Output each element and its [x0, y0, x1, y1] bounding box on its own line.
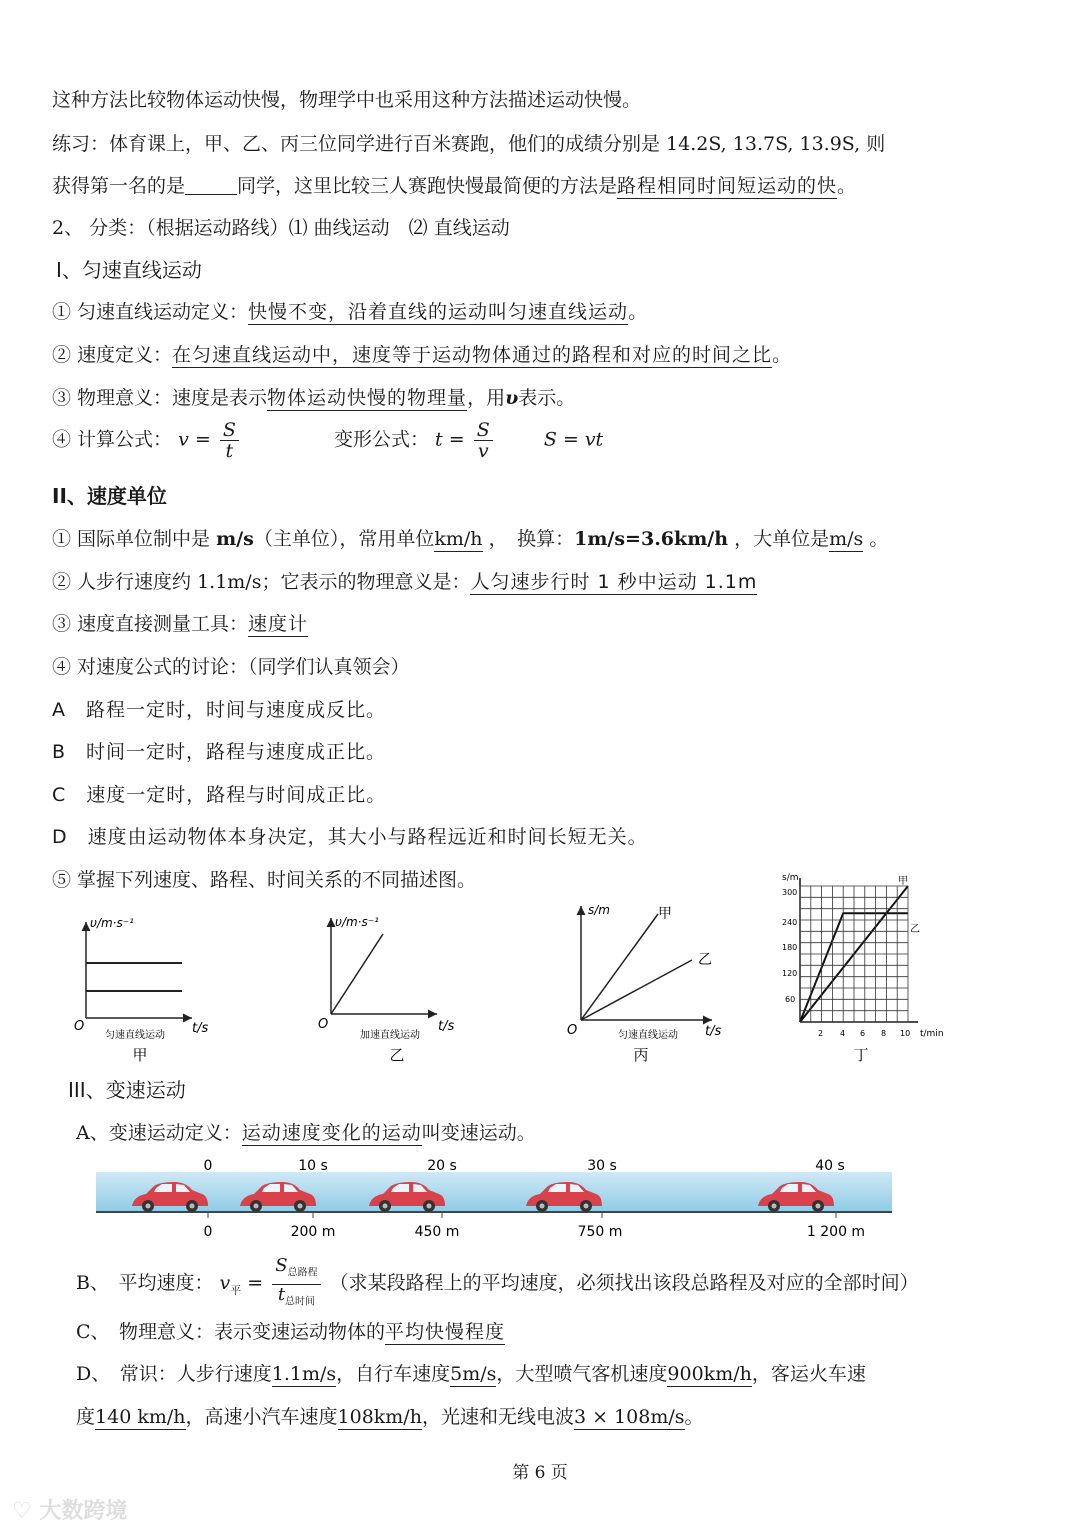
series-line-yi	[581, 960, 692, 1020]
y-label: υ/m·s⁻¹	[90, 916, 134, 930]
t-symbol: t	[277, 1283, 286, 1305]
handwritten-answer: 物体运动快慢的物理量	[267, 387, 468, 409]
paragraph-1: 这种方法比较物体运动快慢，物理学中也采用这种方法描述运动快慢。	[52, 89, 642, 111]
physical-meaning-variable	[76, 1320, 505, 1344]
graph-bing	[567, 903, 721, 1064]
discussion-c: C 速度一定时，路程与时间成正比。	[52, 784, 387, 806]
x-tick: 6	[860, 1029, 866, 1038]
x-tick: 8	[881, 1029, 887, 1038]
origin-label: O	[74, 1019, 85, 1034]
distance-label: 200 m	[290, 1224, 336, 1240]
x-tick: 10	[900, 1029, 911, 1038]
fraction-s-over-t	[220, 420, 239, 461]
numerator: S	[474, 420, 493, 441]
unit-item-5: ⑤ 掌握下列速度、路程、时间关系的不同描述图。	[52, 869, 477, 891]
fraction-s-over-v	[474, 420, 493, 461]
label: （主单位），常用单位	[253, 528, 435, 550]
formula-s-vt: S = vt	[543, 428, 604, 451]
label: ，高速小汽车速度	[185, 1406, 338, 1428]
unit-common: km/h	[434, 528, 483, 550]
x-label: t/min	[920, 1029, 944, 1039]
label: ，客运火车速	[751, 1363, 866, 1385]
label: 叫变速运动。	[421, 1122, 536, 1144]
practice-text: 。	[837, 175, 857, 197]
origin-label: O	[567, 1023, 578, 1038]
label: ① 国际单位制中是	[52, 528, 211, 550]
x-label: t/s	[438, 1019, 455, 1034]
handwritten-answer: 在匀速直线运动中，速度等于运动物体通过的路程和对应的时间之比	[172, 344, 773, 366]
practice-line-2	[52, 174, 856, 198]
item-physical-meaning	[52, 386, 575, 410]
graph-name: 乙	[389, 1046, 405, 1064]
series-line-jia	[581, 914, 658, 1020]
series-line	[331, 934, 383, 1014]
time-label: 0	[203, 1158, 213, 1174]
distance-label: 0	[203, 1224, 213, 1240]
equals: =	[241, 1272, 264, 1295]
average-speed-fraction	[272, 1256, 320, 1312]
handwritten-answer: 路程相同时间短运动的快	[617, 175, 838, 197]
graph-ding	[782, 873, 944, 1064]
numerator: S	[220, 420, 239, 441]
practice-text: 获得第一名的是	[52, 175, 186, 197]
handwritten-answer: 平均快慢程度	[385, 1321, 506, 1343]
symbol-v: v	[219, 1272, 231, 1295]
y-label: υ/m·s⁻¹	[335, 915, 379, 929]
section-heading-variable-motion: III、变速运动	[68, 1078, 186, 1102]
subscript: 总时间	[285, 1296, 316, 1308]
x-tick: 2	[818, 1029, 824, 1038]
label: ④ 计算公式：	[52, 428, 173, 451]
watermark: ♡ 大数跨境	[12, 1499, 128, 1524]
item-speed-definition	[52, 343, 791, 367]
note: （求某段路程上的平均速度，必须找出该段总路程及对应的全部时间）	[329, 1272, 919, 1295]
symbol-v: υ	[505, 387, 519, 409]
unit-item-2	[52, 570, 757, 594]
x-tick: 4	[840, 1029, 846, 1038]
punct: 。	[628, 301, 648, 323]
unit-larger: m/s	[829, 528, 864, 550]
graph-yi	[318, 915, 454, 1064]
y-tick: 120	[782, 969, 798, 978]
line-label-jia: 甲	[658, 906, 672, 922]
label: A、变速运动定义：	[76, 1122, 242, 1144]
subscript: 平	[230, 1283, 242, 1297]
variable-definition	[76, 1121, 536, 1145]
section-heading-speed-units: II、速度单位	[52, 484, 167, 508]
time-label: 20 s	[427, 1158, 457, 1174]
graph-name: 甲	[132, 1046, 148, 1064]
time-label: 40 s	[815, 1158, 845, 1174]
walk-speed: 1.1m/s	[271, 1363, 337, 1385]
bike-speed: 5m/s	[450, 1363, 497, 1385]
y-tick: 240	[782, 918, 798, 927]
punct: 。	[869, 528, 889, 550]
y-label: s/m	[588, 903, 610, 917]
car-speed: 108km/h	[337, 1406, 422, 1428]
graph-name: 丁	[853, 1046, 869, 1064]
distance-label: 750 m	[577, 1224, 623, 1240]
line-label-jia: 甲	[898, 876, 908, 887]
watermark-text: 大数跨境	[39, 1499, 128, 1524]
denominator: t	[225, 440, 234, 462]
label: ，大单位是	[734, 528, 830, 550]
item-formula	[52, 420, 603, 461]
unit-item-1	[52, 527, 888, 551]
answer-blank	[185, 176, 237, 195]
time-label: 10 s	[298, 1158, 328, 1174]
numerator	[272, 1256, 320, 1285]
practice-line-1: 练习：体育课上，甲、乙、丙三位同学进行百米赛跑，他们的成绩分别是 14.2S, 13.7S, 13.9S, 则	[52, 133, 886, 155]
train-speed: 140 km/h	[95, 1406, 186, 1428]
punct: 。	[684, 1406, 704, 1428]
line-label-yi: 乙	[698, 952, 712, 968]
label: ① 匀速直线运动定义：	[52, 301, 249, 323]
label: ，大型喷气客机速度	[496, 1363, 668, 1385]
light-speed: 3 × 108m/s	[573, 1406, 685, 1428]
caption: 匀速直线运动	[105, 1030, 165, 1041]
unit-conversion: 1m/s=3.6km/h	[574, 528, 729, 550]
distance-label: 1 200 m	[806, 1224, 866, 1240]
label: ，光速和无线电波	[421, 1406, 574, 1428]
car-motion-illustration	[0, 1150, 1080, 1240]
label: D、 常识：人步行速度	[76, 1363, 272, 1385]
subscript: 总路程	[287, 1267, 318, 1279]
handwritten-answer: 人匀速步行时 1 秒中运动 1.1m	[470, 571, 758, 593]
label: 度	[76, 1406, 96, 1428]
discussion-d: D 速度由运动物体本身决定，其大小与路程远近和时间长短无关。	[52, 826, 648, 848]
discussion-b: B 时间一定时，路程与速度成正比。	[52, 741, 387, 763]
label: ，自行车速度	[336, 1363, 451, 1385]
unit-item-4: ④ 对速度公式的讨论：（同学们认真领会）	[52, 656, 410, 678]
graph-name: 丙	[633, 1046, 649, 1064]
unit-main: m/s	[216, 528, 254, 550]
label: ，用	[467, 387, 506, 409]
caption: 加速直线运动	[360, 1030, 420, 1041]
jet-speed: 900km/h	[667, 1363, 752, 1385]
x-label: t/s	[192, 1021, 209, 1036]
time-label: 30 s	[587, 1158, 617, 1174]
y-tick: 180	[782, 943, 798, 952]
punct: 。	[772, 344, 792, 366]
graph-jia	[74, 916, 208, 1064]
label: ③ 物理意义：速度是表示	[52, 387, 268, 409]
caption: 匀速直线运动	[618, 1030, 678, 1041]
practice-text: 同学，这里比较三人赛跑快慢最简便的方法是	[237, 175, 618, 197]
graphs-figure	[0, 870, 1080, 1070]
section-heading-uniform-motion: Ⅰ、匀速直线运动	[56, 258, 202, 282]
handwritten-answer: 快慢不变，沿着直线的运动叫匀速直线运动	[248, 301, 629, 323]
distance-label: 450 m	[414, 1224, 460, 1240]
formula-t-eq: t =	[435, 428, 465, 451]
discussion-a: A 路程一定时，时间与速度成反比。	[52, 699, 386, 721]
origin-label: O	[318, 1017, 329, 1032]
label: ② 人步行速度约 1.1m/s；它表示的物理意义是：	[52, 571, 471, 593]
x-label: t/s	[705, 1024, 722, 1039]
classification-line: 2、 分类：（根据运动路线）⑴ 曲线运动 ⑵ 直线运动	[52, 217, 510, 239]
label: 表示。	[518, 387, 576, 409]
line-label-yi: 乙	[910, 924, 920, 935]
y-tick: 300	[782, 888, 798, 897]
page-number: 第 6 页	[512, 1463, 568, 1483]
handwritten-answer: 速度计	[248, 613, 309, 635]
item-definition	[52, 300, 647, 324]
common-speeds-line-1	[76, 1362, 866, 1386]
label: ③ 速度直接测量工具：	[52, 613, 249, 635]
label: ， 换算：	[488, 528, 575, 550]
unit-item-3	[52, 612, 308, 636]
s-symbol: S	[275, 1255, 288, 1276]
label: ② 速度定义：	[52, 344, 173, 366]
handwritten-answer: 运动速度变化的运动	[241, 1122, 422, 1144]
denominator	[272, 1285, 320, 1313]
common-speeds-line-2	[76, 1405, 704, 1429]
label: C、 物理意义：表示变速运动物体的	[76, 1321, 386, 1343]
y-label: s/m	[782, 873, 799, 883]
y-tick: 60	[785, 995, 796, 1004]
denominator: v	[477, 440, 489, 462]
formula-v-eq: v =	[178, 428, 211, 451]
label: 变形公式：	[333, 428, 429, 451]
average-speed	[76, 1256, 919, 1312]
label: B、 平均速度：	[76, 1272, 214, 1295]
